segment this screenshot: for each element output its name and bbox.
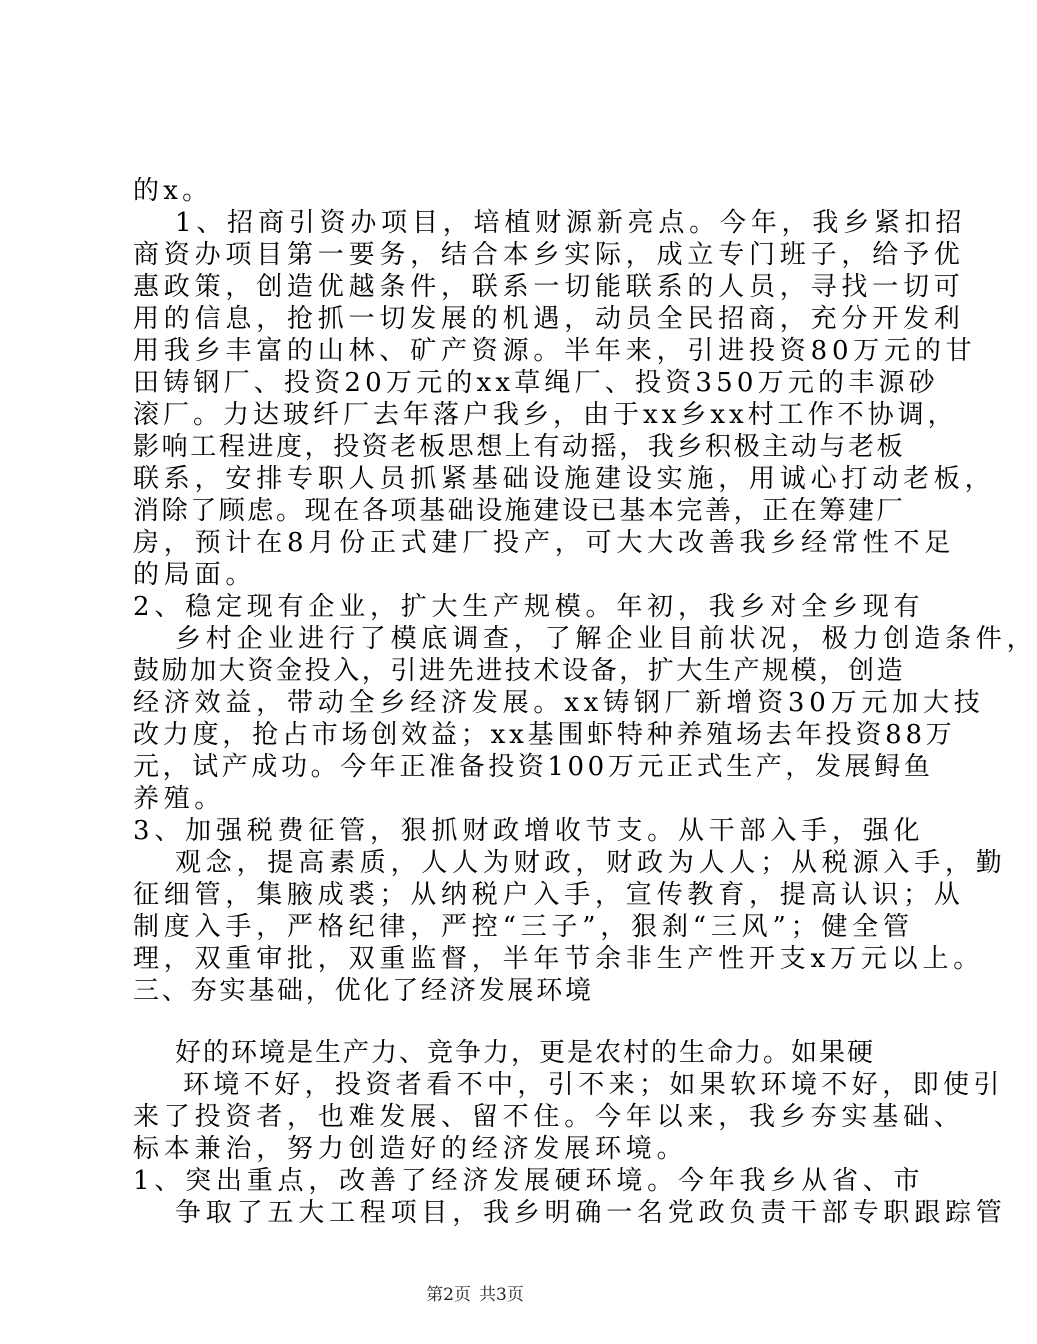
page-number: 第2页 [426, 1285, 471, 1305]
text-line: 联系，安排专职人员抓紧基础设施建设实施，用诚心打动老板， [133, 464, 996, 494]
text-line: 商资办项目第一要务，结合本乡实际，成立专门班子，给予优 [133, 240, 965, 270]
page-total: 共3页 [479, 1285, 524, 1305]
text-line: 来了投资者，也难发展、留不住。今年以来，我乡夯实基础、 [133, 1102, 965, 1132]
text-line: 用的信息，抢抓一切发展的机遇，动员全民招商，充分开发利 [133, 304, 965, 334]
text-line: 田铸钢厂、投资20万元的xx草绳厂、投资350万元的丰源砂 [133, 368, 939, 398]
text-line: 2、稳定现有企业，扩大生产规模。年初，我乡对全乡现有 [133, 592, 925, 622]
text-line: 用我乡丰富的山林、矿产资源。半年来，引进投资80万元的甘 [133, 336, 977, 366]
page-footer [0, 1280, 950, 1305]
text-line: 3、加强税费征管，狠抓财政增收节支。从干部入手，强化 [133, 816, 925, 846]
text-line: 好的环境是生产力、竞争力，更是农村的生命力。如果硬 [175, 1038, 876, 1068]
text-line: 的局面。 [133, 560, 257, 590]
text-line: 滚厂。力达玻纤厂去年落户我乡，由于xx乡xx村工作不协调， [133, 400, 958, 430]
text-line: 的x。 [133, 176, 213, 206]
text-line: 争取了五大工程项目，我乡明确一名党政负责干部专职跟踪管 [175, 1198, 1007, 1228]
text-line: 惠政策，创造优越条件，联系一切能联系的人员，寻找一切可 [133, 272, 965, 302]
text-line: 理，双重审批，双重监督，半年节余非生产性开支x万元以上。 [133, 944, 985, 974]
text-line: 元，试产成功。今年正准备投资100万元正式生产，发展鲟鱼 [133, 752, 934, 782]
text-line: 三、夯实基础，优化了经济发展环境 [133, 976, 594, 1006]
text-line: 消除了顾虑。现在各项基础设施建设已基本完善，正在筹建厂 [133, 496, 906, 526]
text-line: 1、突出重点，改善了经济发展硬环境。今年我乡从省、市 [133, 1166, 925, 1196]
text-line: 影响工程进度，投资老板思想上有动摇，我乡积极主动与老板 [133, 432, 906, 462]
text-line: 1、招商引资办项目，培植财源新亮点。今年，我乡紧扣招 [175, 208, 967, 238]
text-line: 征细管，集腋成裘；从纳税户入手，宣传教育，提高认识；从 [133, 880, 965, 910]
text-line: 养殖。 [133, 784, 225, 814]
text-line: 鼓励加大资金投入，引进先进技术设备，扩大生产规模，创造 [133, 656, 906, 686]
text-line: 环境不好，投资者看不中，引不来；如果软环境不好，即使引 [183, 1070, 1004, 1100]
text-line: 改力度，抢占市场创效益；xx基围虾特种养殖场去年投资88万 [133, 720, 956, 750]
text-line: 经济效益，带动全乡经济发展。xx铸钢厂新增资30万元加大技 [133, 688, 985, 718]
text-line: 标本兼治，努力创造好的经济发展环境。 [133, 1134, 688, 1164]
text-line: 乡村企业进行了模底调查，了解企业目前状况，极力创造条件， [175, 624, 1037, 654]
text-line: 观念，提高素质，人人为财政，财政为人人；从税源入手，勤 [175, 848, 1007, 878]
text-line: 制度入手，严格纪律，严控“三子”，狠刹“三风”；健全管 [133, 912, 914, 942]
text-line: 房，预计在8月份正式建厂投产，可大大改善我乡经常性不足 [133, 528, 956, 558]
